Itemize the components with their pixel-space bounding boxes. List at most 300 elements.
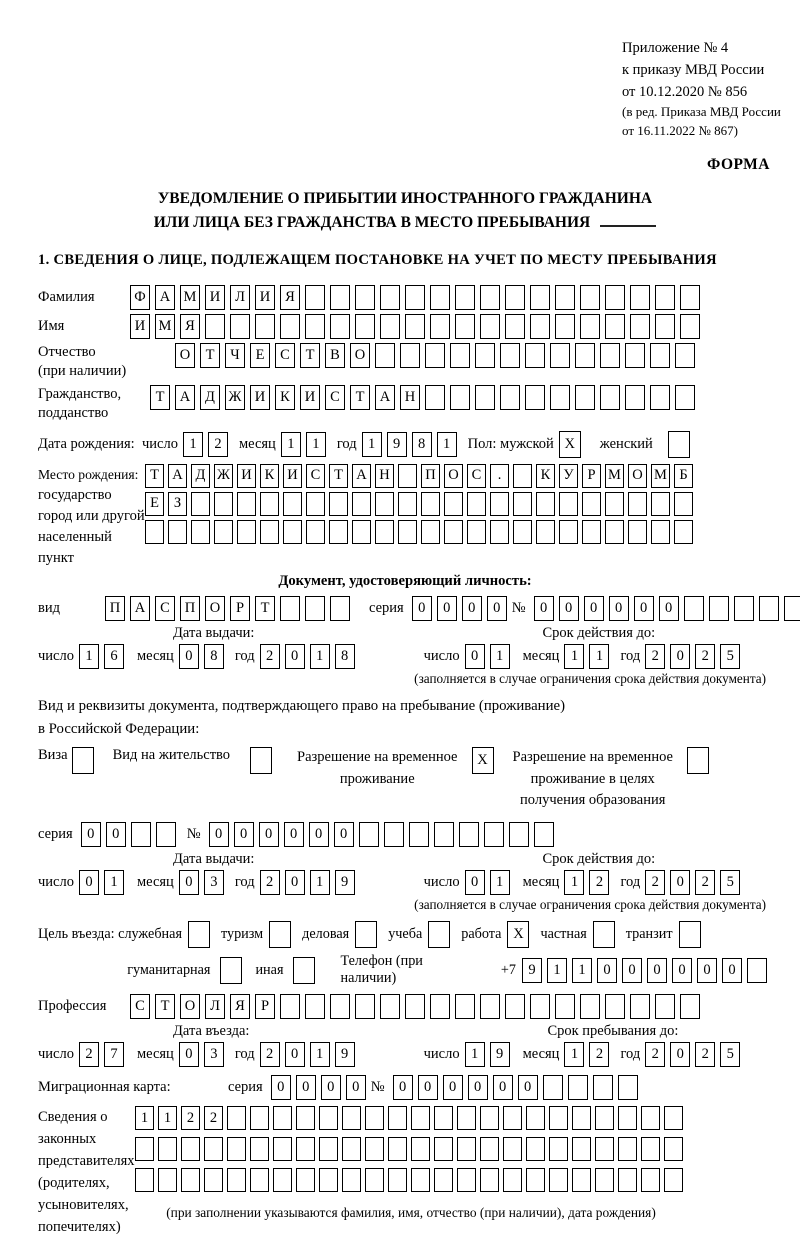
char-cell[interactable]: О <box>350 343 370 368</box>
char-cell[interactable]: А <box>352 464 371 488</box>
char-cell[interactable] <box>575 343 595 368</box>
char-cell[interactable] <box>398 464 417 488</box>
char-cell[interactable] <box>250 747 272 774</box>
char-cell[interactable] <box>618 1137 637 1161</box>
char-cell[interactable]: 0 <box>179 870 199 895</box>
char-cell[interactable] <box>280 596 300 621</box>
char-cell[interactable] <box>220 957 242 984</box>
char-cell[interactable]: 2 <box>645 1042 665 1067</box>
char-cell[interactable] <box>457 1106 476 1130</box>
char-cell[interactable] <box>595 1137 614 1161</box>
char-cell[interactable]: 1 <box>79 644 99 669</box>
char-cell[interactable] <box>434 1106 453 1130</box>
char-cell[interactable] <box>582 520 601 544</box>
char-cell[interactable]: Л <box>205 994 225 1019</box>
char-cell[interactable]: Т <box>200 343 220 368</box>
char-cell[interactable]: 2 <box>589 870 609 895</box>
char-cell[interactable] <box>305 994 325 1019</box>
char-cell[interactable]: А <box>130 596 150 621</box>
char-cell[interactable]: 0 <box>296 1075 316 1100</box>
char-cell[interactable]: 1 <box>158 1106 177 1130</box>
char-cell[interactable] <box>550 385 570 410</box>
char-cell[interactable]: 0 <box>609 596 629 621</box>
char-cell[interactable] <box>384 822 404 847</box>
char-cell[interactable] <box>365 1106 384 1130</box>
char-cell[interactable] <box>503 1137 522 1161</box>
char-cell[interactable]: 2 <box>260 1042 280 1067</box>
char-cell[interactable]: 6 <box>104 644 124 669</box>
char-cell[interactable]: 0 <box>234 822 254 847</box>
char-cell[interactable] <box>434 1137 453 1161</box>
char-cell[interactable]: 0 <box>437 596 457 621</box>
char-cell[interactable] <box>135 1168 154 1192</box>
char-cell[interactable]: 5 <box>720 644 740 669</box>
char-cell[interactable]: 0 <box>518 1075 538 1100</box>
char-cell[interactable]: 0 <box>285 644 305 669</box>
char-cell[interactable] <box>630 994 650 1019</box>
char-cell[interactable]: М <box>180 285 200 310</box>
char-cell[interactable]: С <box>306 464 325 488</box>
char-cell[interactable] <box>365 1137 384 1161</box>
char-cell[interactable]: 0 <box>647 958 667 983</box>
char-cell[interactable] <box>305 596 325 621</box>
char-cell[interactable] <box>595 1106 614 1130</box>
char-cell[interactable] <box>605 314 625 339</box>
char-cell[interactable]: С <box>325 385 345 410</box>
char-cell[interactable] <box>536 520 555 544</box>
char-cell[interactable] <box>273 1106 292 1130</box>
char-cell[interactable] <box>500 343 520 368</box>
char-cell[interactable] <box>355 994 375 1019</box>
char-cell[interactable] <box>273 1137 292 1161</box>
char-cell[interactable] <box>444 520 463 544</box>
char-cell[interactable] <box>305 285 325 310</box>
char-cell[interactable] <box>526 1137 545 1161</box>
char-cell[interactable]: О <box>444 464 463 488</box>
char-cell[interactable] <box>319 1168 338 1192</box>
char-cell[interactable] <box>675 385 695 410</box>
char-cell[interactable] <box>227 1137 246 1161</box>
char-cell[interactable]: И <box>130 314 150 339</box>
char-cell[interactable] <box>500 385 520 410</box>
char-cell[interactable] <box>145 520 164 544</box>
char-cell[interactable]: 1 <box>306 432 326 457</box>
char-cell[interactable]: К <box>536 464 555 488</box>
char-cell[interactable] <box>250 1137 269 1161</box>
char-cell[interactable] <box>388 1168 407 1192</box>
char-cell[interactable] <box>480 994 500 1019</box>
char-cell[interactable] <box>684 596 704 621</box>
char-cell[interactable]: С <box>155 596 175 621</box>
char-cell[interactable] <box>593 1075 613 1100</box>
char-cell[interactable] <box>593 921 615 948</box>
char-cell[interactable] <box>181 1168 200 1192</box>
char-cell[interactable] <box>505 285 525 310</box>
char-cell[interactable] <box>296 1106 315 1130</box>
char-cell[interactable]: 2 <box>589 1042 609 1067</box>
char-cell[interactable] <box>250 1106 269 1130</box>
char-cell[interactable] <box>687 747 709 774</box>
char-cell[interactable] <box>296 1168 315 1192</box>
char-cell[interactable]: 7 <box>104 1042 124 1067</box>
char-cell[interactable] <box>280 994 300 1019</box>
char-cell[interactable]: 0 <box>334 822 354 847</box>
char-cell[interactable] <box>330 596 350 621</box>
char-cell[interactable]: К <box>275 385 295 410</box>
char-cell[interactable] <box>355 314 375 339</box>
char-cell[interactable]: 1 <box>564 870 584 895</box>
char-cell[interactable] <box>425 385 445 410</box>
char-cell[interactable]: О <box>180 994 200 1019</box>
char-cell[interactable]: М <box>155 314 175 339</box>
char-cell[interactable] <box>480 1106 499 1130</box>
char-cell[interactable]: Т <box>145 464 164 488</box>
char-cell[interactable] <box>227 1106 246 1130</box>
char-cell[interactable] <box>641 1137 660 1161</box>
char-cell[interactable] <box>651 520 670 544</box>
char-cell[interactable] <box>674 492 693 516</box>
char-cell[interactable] <box>526 1106 545 1130</box>
char-cell[interactable]: Я <box>280 285 300 310</box>
char-cell[interactable]: 2 <box>260 644 280 669</box>
char-cell[interactable]: 2 <box>204 1106 223 1130</box>
char-cell[interactable] <box>260 492 279 516</box>
char-cell[interactable]: 8 <box>335 644 355 669</box>
char-cell[interactable] <box>425 343 445 368</box>
char-cell[interactable]: М <box>605 464 624 488</box>
char-cell[interactable] <box>580 314 600 339</box>
char-cell[interactable] <box>450 385 470 410</box>
char-cell[interactable]: Р <box>255 994 275 1019</box>
char-cell[interactable] <box>430 285 450 310</box>
char-cell[interactable] <box>664 1106 683 1130</box>
char-cell[interactable]: О <box>205 596 225 621</box>
char-cell[interactable] <box>664 1137 683 1161</box>
char-cell[interactable] <box>205 314 225 339</box>
char-cell[interactable]: 9 <box>335 870 355 895</box>
char-cell[interactable] <box>459 822 479 847</box>
char-cell[interactable]: И <box>205 285 225 310</box>
char-cell[interactable]: 0 <box>487 596 507 621</box>
char-cell[interactable]: 2 <box>208 432 228 457</box>
char-cell[interactable] <box>600 385 620 410</box>
char-cell[interactable]: Ч <box>225 343 245 368</box>
char-cell[interactable] <box>455 314 475 339</box>
char-cell[interactable]: 1 <box>547 958 567 983</box>
char-cell[interactable]: И <box>255 285 275 310</box>
char-cell[interactable]: 0 <box>670 644 690 669</box>
char-cell[interactable]: 0 <box>722 958 742 983</box>
char-cell[interactable] <box>674 520 693 544</box>
char-cell[interactable] <box>260 520 279 544</box>
char-cell[interactable]: А <box>168 464 187 488</box>
char-cell[interactable] <box>628 492 647 516</box>
char-cell[interactable] <box>405 314 425 339</box>
char-cell[interactable] <box>605 994 625 1019</box>
char-cell[interactable]: 0 <box>285 1042 305 1067</box>
char-cell[interactable] <box>405 994 425 1019</box>
char-cell[interactable] <box>230 314 250 339</box>
char-cell[interactable]: И <box>250 385 270 410</box>
char-cell[interactable]: 0 <box>597 958 617 983</box>
char-cell[interactable]: И <box>283 464 302 488</box>
char-cell[interactable] <box>457 1137 476 1161</box>
char-cell[interactable] <box>237 492 256 516</box>
char-cell[interactable] <box>191 520 210 544</box>
char-cell[interactable]: 0 <box>468 1075 488 1100</box>
char-cell[interactable]: 1 <box>310 1042 330 1067</box>
char-cell[interactable] <box>650 385 670 410</box>
char-cell[interactable] <box>475 343 495 368</box>
char-cell[interactable]: 1 <box>490 870 510 895</box>
char-cell[interactable] <box>305 314 325 339</box>
char-cell[interactable] <box>375 520 394 544</box>
char-cell[interactable]: 2 <box>79 1042 99 1067</box>
char-cell[interactable]: 2 <box>181 1106 200 1130</box>
char-cell[interactable]: 0 <box>493 1075 513 1100</box>
char-cell[interactable] <box>555 285 575 310</box>
char-cell[interactable]: 0 <box>622 958 642 983</box>
char-cell[interactable]: 0 <box>634 596 654 621</box>
char-cell[interactable] <box>388 1106 407 1130</box>
char-cell[interactable]: П <box>105 596 125 621</box>
char-cell[interactable] <box>342 1106 361 1130</box>
char-cell[interactable] <box>283 520 302 544</box>
char-cell[interactable] <box>181 1137 200 1161</box>
char-cell[interactable]: 0 <box>79 870 99 895</box>
char-cell[interactable] <box>513 464 532 488</box>
char-cell[interactable] <box>375 343 395 368</box>
char-cell[interactable] <box>628 520 647 544</box>
char-cell[interactable] <box>467 520 486 544</box>
char-cell[interactable]: 2 <box>260 870 280 895</box>
char-cell[interactable] <box>457 1168 476 1192</box>
char-cell[interactable] <box>188 921 210 948</box>
char-cell[interactable] <box>509 822 529 847</box>
char-cell[interactable] <box>525 385 545 410</box>
char-cell[interactable] <box>625 385 645 410</box>
char-cell[interactable]: 1 <box>465 1042 485 1067</box>
char-cell[interactable] <box>398 492 417 516</box>
char-cell[interactable]: 1 <box>281 432 301 457</box>
char-cell[interactable] <box>434 822 454 847</box>
char-cell[interactable] <box>505 314 525 339</box>
char-cell[interactable]: 1 <box>564 644 584 669</box>
char-cell[interactable] <box>330 314 350 339</box>
char-cell[interactable] <box>484 822 504 847</box>
char-cell[interactable]: 9 <box>387 432 407 457</box>
char-cell[interactable] <box>214 492 233 516</box>
char-cell[interactable] <box>513 492 532 516</box>
char-cell[interactable]: 2 <box>695 644 715 669</box>
char-cell[interactable]: Т <box>350 385 370 410</box>
char-cell[interactable]: С <box>130 994 150 1019</box>
char-cell[interactable] <box>549 1137 568 1161</box>
char-cell[interactable]: С <box>467 464 486 488</box>
char-cell[interactable] <box>411 1137 430 1161</box>
char-cell[interactable]: 1 <box>135 1106 154 1130</box>
char-cell[interactable] <box>306 520 325 544</box>
char-cell[interactable] <box>618 1168 637 1192</box>
char-cell[interactable] <box>526 1168 545 1192</box>
char-cell[interactable]: 0 <box>443 1075 463 1100</box>
char-cell[interactable]: 1 <box>572 958 592 983</box>
char-cell[interactable] <box>709 596 729 621</box>
char-cell[interactable] <box>480 314 500 339</box>
char-cell[interactable]: В <box>325 343 345 368</box>
char-cell[interactable]: 1 <box>310 870 330 895</box>
char-cell[interactable] <box>680 285 700 310</box>
char-cell[interactable]: 0 <box>106 822 126 847</box>
char-cell[interactable] <box>296 1137 315 1161</box>
char-cell[interactable] <box>559 520 578 544</box>
char-cell[interactable]: А <box>375 385 395 410</box>
char-cell[interactable] <box>675 343 695 368</box>
char-cell[interactable] <box>536 492 555 516</box>
char-cell[interactable] <box>467 492 486 516</box>
char-cell[interactable]: У <box>559 464 578 488</box>
char-cell[interactable] <box>430 994 450 1019</box>
char-cell[interactable] <box>319 1137 338 1161</box>
char-cell[interactable] <box>355 285 375 310</box>
char-cell[interactable]: 0 <box>271 1075 291 1100</box>
char-cell[interactable]: Т <box>155 994 175 1019</box>
char-cell[interactable]: 2 <box>695 1042 715 1067</box>
char-cell[interactable]: 9 <box>335 1042 355 1067</box>
char-cell[interactable] <box>306 492 325 516</box>
char-cell[interactable]: М <box>651 464 670 488</box>
char-cell[interactable] <box>605 520 624 544</box>
char-cell[interactable]: О <box>175 343 195 368</box>
char-cell[interactable] <box>455 285 475 310</box>
char-cell[interactable] <box>352 492 371 516</box>
char-cell[interactable] <box>158 1137 177 1161</box>
char-cell[interactable]: 0 <box>672 958 692 983</box>
char-cell[interactable]: 0 <box>697 958 717 983</box>
char-cell[interactable]: 0 <box>179 644 199 669</box>
char-cell[interactable]: 5 <box>720 870 740 895</box>
char-cell[interactable]: 2 <box>695 870 715 895</box>
char-cell[interactable] <box>618 1106 637 1130</box>
char-cell[interactable] <box>534 822 554 847</box>
char-cell[interactable]: Т <box>255 596 275 621</box>
char-cell[interactable]: Д <box>191 464 210 488</box>
char-cell[interactable] <box>580 994 600 1019</box>
char-cell[interactable]: С <box>275 343 295 368</box>
char-cell[interactable] <box>398 520 417 544</box>
char-cell[interactable] <box>204 1137 223 1161</box>
char-cell[interactable] <box>668 431 690 458</box>
char-cell[interactable]: 2 <box>645 870 665 895</box>
char-cell[interactable]: 1 <box>183 432 203 457</box>
char-cell[interactable]: 1 <box>589 644 609 669</box>
char-cell[interactable] <box>329 492 348 516</box>
char-cell[interactable] <box>250 1168 269 1192</box>
char-cell[interactable]: 0 <box>321 1075 341 1100</box>
char-cell[interactable] <box>158 1168 177 1192</box>
char-cell[interactable] <box>475 385 495 410</box>
char-cell[interactable] <box>605 285 625 310</box>
char-cell[interactable] <box>269 921 291 948</box>
char-cell[interactable] <box>641 1168 660 1192</box>
char-cell[interactable] <box>430 314 450 339</box>
char-cell[interactable] <box>168 520 187 544</box>
char-cell[interactable] <box>679 921 701 948</box>
char-cell[interactable]: 0 <box>584 596 604 621</box>
char-cell[interactable] <box>400 343 420 368</box>
char-cell[interactable] <box>680 994 700 1019</box>
char-cell[interactable]: П <box>180 596 200 621</box>
char-cell[interactable] <box>237 520 256 544</box>
char-cell[interactable]: Д <box>200 385 220 410</box>
char-cell[interactable]: 0 <box>81 822 101 847</box>
char-cell[interactable]: П <box>421 464 440 488</box>
char-cell[interactable] <box>543 1075 563 1100</box>
char-cell[interactable]: Е <box>250 343 270 368</box>
char-cell[interactable] <box>455 994 475 1019</box>
char-cell[interactable]: 0 <box>534 596 554 621</box>
char-cell[interactable] <box>568 1075 588 1100</box>
char-cell[interactable]: 8 <box>412 432 432 457</box>
char-cell[interactable] <box>490 492 509 516</box>
char-cell[interactable] <box>330 285 350 310</box>
char-cell[interactable]: Б <box>674 464 693 488</box>
char-cell[interactable] <box>600 343 620 368</box>
char-cell[interactable] <box>505 994 525 1019</box>
char-cell[interactable] <box>131 822 151 847</box>
char-cell[interactable]: 1 <box>564 1042 584 1067</box>
char-cell[interactable]: 0 <box>418 1075 438 1100</box>
char-cell[interactable] <box>450 343 470 368</box>
char-cell[interactable]: Т <box>329 464 348 488</box>
char-cell[interactable]: И <box>300 385 320 410</box>
char-cell[interactable]: 0 <box>393 1075 413 1100</box>
char-cell[interactable] <box>409 822 429 847</box>
char-cell[interactable] <box>734 596 754 621</box>
char-cell[interactable] <box>503 1106 522 1130</box>
char-cell[interactable] <box>214 520 233 544</box>
char-cell[interactable]: 0 <box>285 870 305 895</box>
char-cell[interactable] <box>630 314 650 339</box>
char-cell[interactable] <box>664 1168 683 1192</box>
char-cell[interactable] <box>411 1168 430 1192</box>
char-cell[interactable] <box>655 994 675 1019</box>
char-cell[interactable] <box>342 1168 361 1192</box>
char-cell[interactable] <box>651 492 670 516</box>
char-cell[interactable]: 1 <box>490 644 510 669</box>
char-cell[interactable]: Ж <box>214 464 233 488</box>
char-cell[interactable] <box>273 1168 292 1192</box>
char-cell[interactable] <box>342 1137 361 1161</box>
char-cell[interactable]: Т <box>300 343 320 368</box>
char-cell[interactable]: Н <box>400 385 420 410</box>
char-cell[interactable] <box>255 314 275 339</box>
char-cell[interactable]: X <box>559 431 581 458</box>
char-cell[interactable] <box>680 314 700 339</box>
char-cell[interactable] <box>330 994 350 1019</box>
char-cell[interactable] <box>375 492 394 516</box>
char-cell[interactable] <box>365 1168 384 1192</box>
char-cell[interactable] <box>582 492 601 516</box>
char-cell[interactable]: И <box>237 464 256 488</box>
char-cell[interactable] <box>549 1168 568 1192</box>
char-cell[interactable]: 1 <box>310 644 330 669</box>
char-cell[interactable]: 0 <box>284 822 304 847</box>
char-cell[interactable]: 3 <box>204 870 224 895</box>
char-cell[interactable]: 0 <box>659 596 679 621</box>
char-cell[interactable] <box>595 1168 614 1192</box>
char-cell[interactable] <box>530 314 550 339</box>
